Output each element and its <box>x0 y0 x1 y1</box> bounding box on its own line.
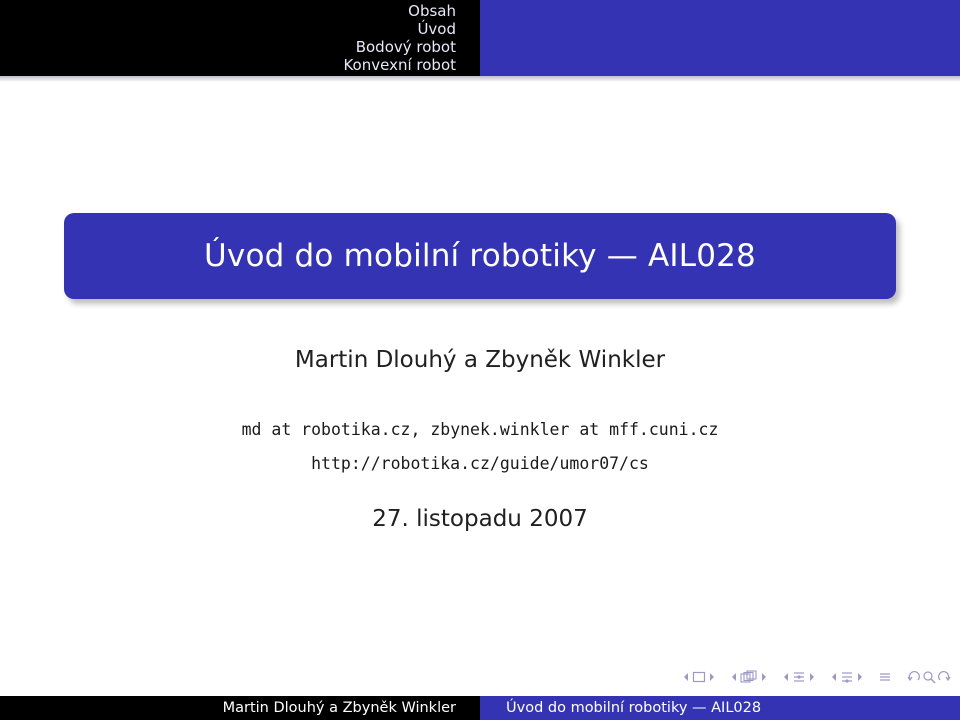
frame-navigation <box>682 671 716 683</box>
section-list <box>343 2 456 74</box>
section-item-uvod[interactable]: Úvod <box>417 20 456 38</box>
next-subsection-icon[interactable] <box>760 671 768 683</box>
section-item-obsah[interactable]: Obsah <box>408 2 456 20</box>
align-icon[interactable] <box>878 670 892 684</box>
title-box <box>64 213 896 299</box>
section-navigation <box>0 0 480 76</box>
section-navigation-symbols <box>782 670 816 684</box>
footer-authors: Martin Dlouhý a Zbyněk Winkler <box>0 696 480 720</box>
presentation-title: Úvod do mobilní robotiky — AIL028 <box>204 238 756 274</box>
subsection-navigation <box>480 0 960 76</box>
presentation-url: http://robotika.cz/guide/umor07/cs <box>311 454 649 473</box>
prev-frame-icon[interactable] <box>682 671 690 683</box>
search-icon[interactable] <box>922 670 936 684</box>
navigation-symbols <box>682 670 952 684</box>
author-emails: md at robotika.cz, zbynek.winkler at mff.cuni.cz <box>241 420 719 439</box>
footline <box>0 696 960 720</box>
authors: Martin Dlouhý a Zbyněk Winkler <box>294 347 666 373</box>
back-icon[interactable] <box>906 670 920 684</box>
footer-title: Úvod do mobilní robotiky — AIL028 <box>480 696 960 720</box>
prev-section-icon[interactable] <box>782 671 790 683</box>
presentation-date: 27. listopadu 2007 <box>372 506 588 532</box>
subsection-list-navigation <box>830 670 864 684</box>
next-frame-icon[interactable] <box>708 671 716 683</box>
header-shadow <box>0 76 960 82</box>
section-item-bodovy-robot[interactable]: Bodový robot <box>355 38 456 56</box>
top-navigation-bar <box>0 0 960 76</box>
subsection-icon[interactable] <box>740 670 758 684</box>
forward-icon[interactable] <box>938 670 952 684</box>
next-subsection-list-icon[interactable] <box>856 671 864 683</box>
section-item-konvexni-robot[interactable]: Konvexní robot <box>343 56 456 74</box>
subsection-list-icon[interactable] <box>840 670 854 684</box>
subsection-navigation-symbols <box>730 670 768 684</box>
frame-icon[interactable] <box>692 671 706 683</box>
search-navigation <box>906 670 952 684</box>
prev-subsection-icon[interactable] <box>730 671 738 683</box>
prev-subsection-list-icon[interactable] <box>830 671 838 683</box>
section-icon[interactable] <box>792 670 806 684</box>
next-section-icon[interactable] <box>808 671 816 683</box>
